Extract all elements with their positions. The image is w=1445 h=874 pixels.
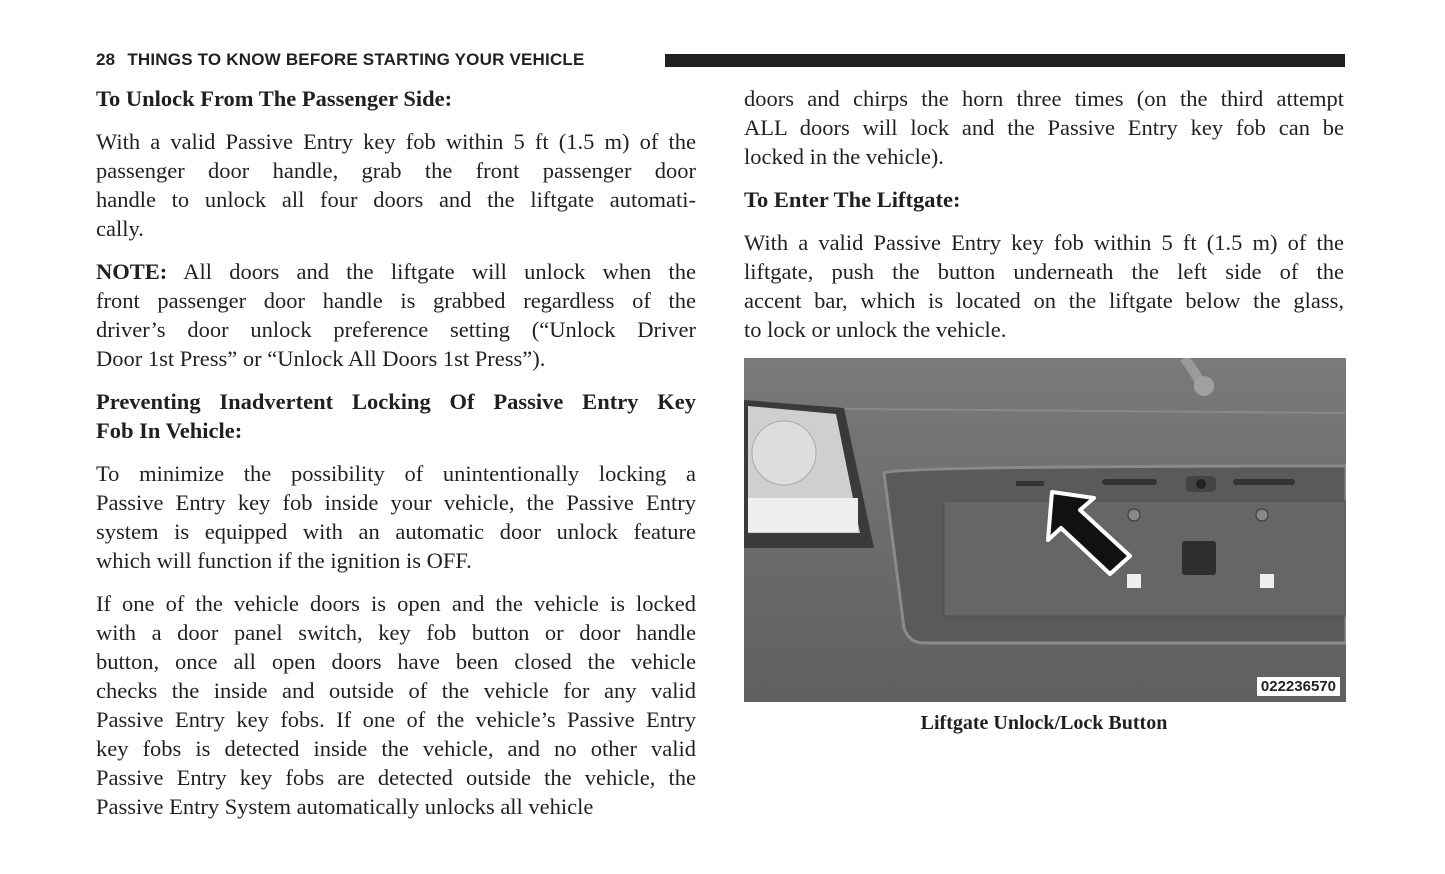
text-line: key fobs is detected inside the vehicle, and no other valid	[96, 736, 696, 761]
text-line: handle to unlock all four doors and the liftgate automati-	[96, 187, 696, 212]
text-line: Passive Entry key fobs. If one of the vehicle’s Passive Entry	[96, 707, 696, 732]
header-title: THINGS TO KNOW BEFORE STARTING YOUR VEHICLE	[127, 50, 585, 69]
left-column	[96, 84, 696, 835]
section-heading	[96, 387, 696, 445]
text-line: Fob In Vehicle:	[96, 418, 243, 443]
body-paragraph	[96, 127, 696, 243]
text-line: locked in the vehicle).	[744, 144, 944, 169]
text-line: driver’s door unlock preference setting (“Unlock Driver	[96, 317, 696, 342]
header-rule	[665, 54, 1345, 67]
text-line: If one of the vehicle doors is open and the vehicle is locked	[96, 591, 696, 616]
text-line: Door 1st Press” or “Unlock All Doors 1st Press”).	[96, 346, 546, 371]
text-line: Passive Entry key fob inside your vehicle, the Passive Entry	[96, 490, 696, 515]
body-paragraph	[744, 84, 1344, 171]
section-heading	[96, 84, 696, 113]
text-line: accent bar, which is located on the liftgate below the glass,	[744, 288, 1344, 313]
text-line: To Unlock From The Passenger Side:	[96, 86, 453, 111]
note-paragraph	[96, 257, 696, 373]
note-text: All doors and the liftgate will unlock when the	[167, 259, 696, 284]
body-paragraph	[96, 589, 696, 821]
liftgate-figure	[744, 358, 1346, 702]
text-line: With a valid Passive Entry key fob within 5 ft (1.5 m) of the	[96, 129, 696, 154]
body-paragraph	[96, 459, 696, 575]
text-line: checks the inside and outside of the vehicle for any valid	[96, 678, 696, 703]
text-line: cally.	[96, 216, 144, 241]
running-header	[96, 50, 585, 70]
text-line: to lock or unlock the vehicle.	[744, 317, 1007, 342]
text-line: Passive Entry key fobs are detected outside the vehicle, the	[96, 765, 696, 790]
text-line: passenger door handle, grab the front passenger door	[96, 158, 696, 183]
note-label: NOTE:	[96, 259, 168, 284]
text-line: with a door panel switch, key fob button or door handle	[96, 620, 696, 645]
text-line: system is equipped with an automatic door unlock feature	[96, 519, 696, 544]
page-number: 28	[96, 50, 116, 69]
text-line: doors and chirps the horn three times (on the third attempt	[744, 86, 1344, 111]
text-line: button, once all open doors have been closed the vehicle	[96, 649, 696, 674]
text-line: To minimize the possibility of unintentionally locking a	[96, 461, 696, 486]
text-line: Passive Entry System automatically unlocks all vehicle	[96, 794, 594, 819]
text-line: With a valid Passive Entry key fob within 5 ft (1.5 m) of the	[744, 230, 1344, 255]
figure-caption: Liftgate Unlock/Lock Button	[920, 712, 1168, 734]
text-line: front passenger door handle is grabbed regardless of the	[96, 288, 696, 313]
section-heading	[744, 185, 1344, 214]
figure-id: 022236570	[1257, 677, 1340, 696]
text-line: liftgate, push the button underneath the left side of the	[744, 259, 1344, 284]
text-line: To Enter The Liftgate:	[744, 187, 961, 212]
liftgate-illustration	[744, 358, 1346, 702]
text-line: ALL doors will lock and the Passive Entry key fob can be	[744, 115, 1344, 140]
body-paragraph	[744, 228, 1344, 344]
right-column	[744, 84, 1344, 735]
text-line	[96, 257, 696, 286]
text-line: which will function if the ignition is OFF.	[96, 548, 472, 573]
text-line: Preventing Inadvertent Locking Of Passive Entry Key	[96, 389, 696, 414]
